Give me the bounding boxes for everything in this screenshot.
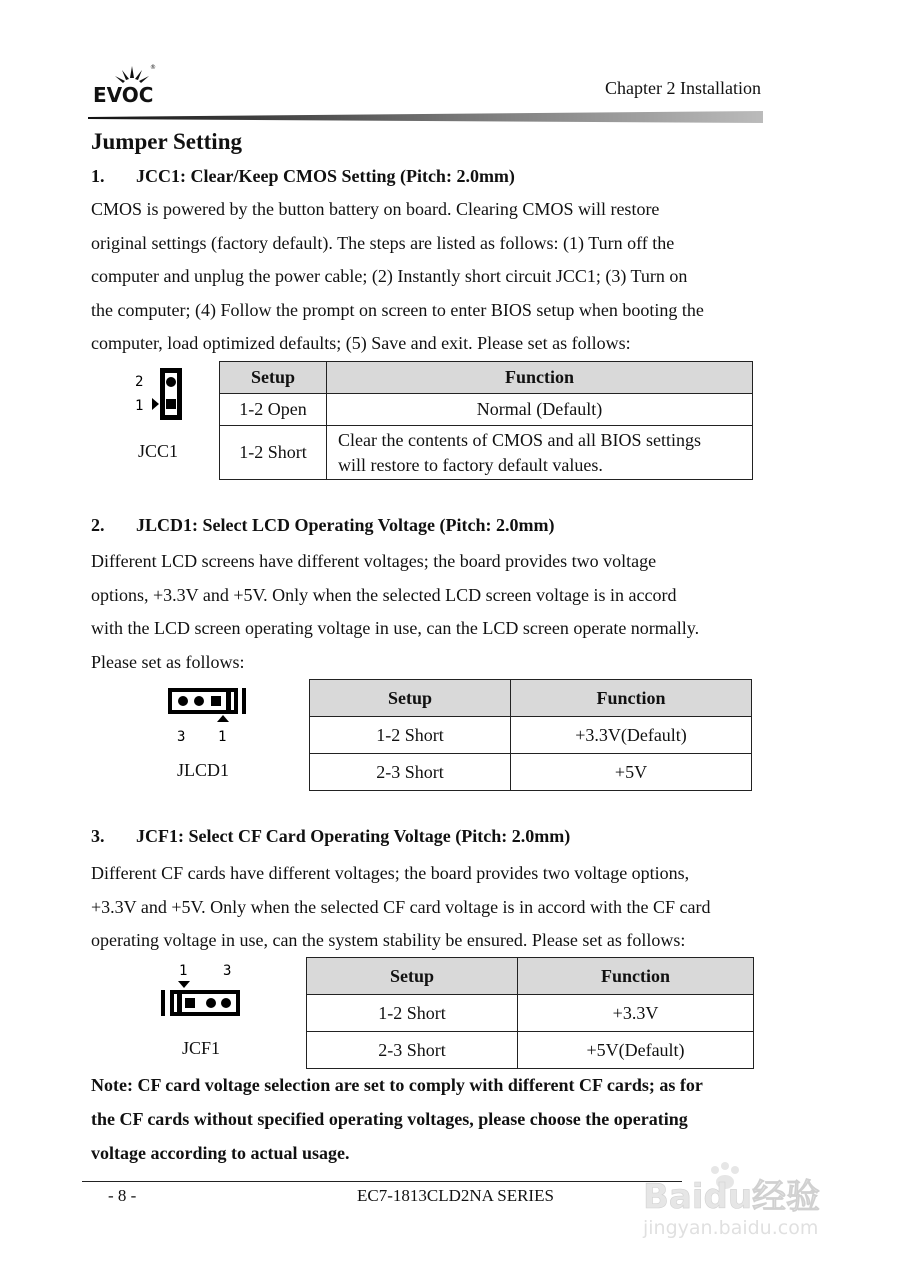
function-cell: +5V: [511, 754, 752, 791]
table-header-function: Function: [511, 680, 752, 717]
function-line: will restore to factory default values.: [338, 454, 603, 475]
table-header-setup: Setup: [307, 958, 518, 995]
jcf1-table: [306, 957, 754, 1069]
jcc1-table: [219, 361, 753, 480]
body-line: computer, load optimized defaults; (5) Save and exit. Please set as follows:: [91, 333, 631, 353]
body-line: CMOS is powered by the button battery on board. Clearing CMOS will restore: [91, 199, 660, 219]
table-row: [310, 717, 752, 754]
function-line: Clear the contents of CMOS and all BIOS settings: [338, 429, 701, 450]
section-3-heading: [91, 826, 570, 847]
evoc-logo: [92, 58, 162, 106]
footer-rule: [82, 1181, 682, 1182]
section-2-heading: [91, 515, 554, 536]
section-2-body: [91, 545, 762, 679]
section-2-title: JLCD1: Select LCD Operating Voltage (Pitch: 2.0mm): [136, 515, 555, 535]
body-line: Different CF cards have different voltages; the board provides two voltage options,: [91, 863, 690, 883]
header-rule: [88, 111, 763, 125]
jlcd1-jumper-diagram: [162, 685, 252, 745]
table-row: [220, 426, 753, 480]
body-line: +3.3V and +5V. Only when the selected CF card voltage is in accord with the CF card: [91, 896, 711, 917]
jcc1-pin-2: 2: [135, 374, 144, 390]
jlcd1-table: [309, 679, 752, 791]
section-3-number: 3.: [91, 826, 105, 846]
setup-cell: 2-3 Short: [307, 1032, 518, 1069]
body-line: Different LCD screens have different voltages; the board provides two voltage: [91, 551, 657, 571]
note-paragraph: [91, 1068, 762, 1170]
section-3-title: JCF1: Select CF Card Operating Voltage (Pitch: 2.0mm): [136, 826, 571, 846]
body-line: original settings (factory default). The steps are listed as follows: (1) Turn off the: [91, 232, 675, 253]
watermark-brand: Baidu经验: [643, 1177, 821, 1217]
function-cell: +5V(Default): [518, 1032, 754, 1069]
table-header-setup: Setup: [310, 680, 511, 717]
section-1-body: [91, 193, 762, 361]
note-line: the CF cards without specified operating voltages, please choose the operating: [91, 1109, 688, 1129]
section-1-title: JCC1: Clear/Keep CMOS Setting (Pitch: 2.0mm): [136, 166, 515, 186]
setup-cell: 1-2 Open: [220, 394, 327, 426]
jcf1-label: JCF1: [182, 1038, 221, 1058]
table-row: [220, 394, 753, 426]
table-header-function: Function: [518, 958, 754, 995]
table-row: [310, 754, 752, 791]
section-1-number: 1.: [91, 166, 105, 186]
jcf1-pin-3: 3: [223, 963, 232, 979]
jlcd1-pin-3: 3: [177, 729, 186, 745]
section-1-heading: [91, 166, 515, 187]
jcc1-jumper-diagram: [130, 364, 190, 428]
table-header-setup: Setup: [220, 362, 327, 394]
body-line: the computer; (4) Follow the prompt on screen to enter BIOS setup when booting the: [91, 299, 704, 320]
page-number: - 8 -: [108, 1186, 137, 1205]
function-cell: +3.3V(Default): [511, 717, 752, 754]
setup-cell: 1-2 Short: [220, 426, 327, 480]
setup-cell: 1-2 Short: [307, 995, 518, 1032]
chapter-heading: Chapter 2 Installation: [605, 78, 761, 98]
evoc-logo-text: EVOC: [93, 83, 154, 106]
setup-cell: 2-3 Short: [310, 754, 511, 791]
section-3-body: [91, 857, 762, 958]
section-title: Jumper Setting: [91, 129, 242, 154]
body-line: operating voltage in use, can the system stability be ensured. Please set as follows:: [91, 930, 686, 950]
jcc1-label: JCC1: [138, 441, 179, 461]
note-line: voltage according to actual usage.: [91, 1143, 350, 1163]
body-line: Please set as follows:: [91, 651, 245, 672]
jcf1-jumper-diagram: [155, 960, 250, 1020]
jcf1-pin-1: 1: [179, 963, 188, 979]
watermark-url: jingyan.baidu.com: [643, 1217, 819, 1239]
body-line: computer and unplug the power cable; (2) Instantly short circuit JCC1; (3) Turn on: [91, 266, 688, 286]
jlcd1-label: JLCD1: [177, 760, 230, 780]
jcc1-pin-1: 1: [135, 398, 144, 414]
setup-cell: 1-2 Short: [310, 717, 511, 754]
note-line: Note: CF card voltage selection are set to comply with different CF cards; as for: [91, 1075, 703, 1095]
baidu-watermark: [635, 1160, 845, 1240]
table-header-function: Function: [327, 362, 753, 394]
footer-series: EC7-1813CLD2NA SERIES: [357, 1186, 554, 1205]
svg-text:®: ®: [150, 64, 156, 71]
function-cell: [327, 426, 753, 480]
body-line: options, +3.3V and +5V. Only when the selected LCD screen voltage is in accord: [91, 584, 677, 605]
function-cell: Normal (Default): [327, 394, 753, 426]
table-row: [307, 1032, 754, 1069]
function-cell: +3.3V: [518, 995, 754, 1032]
section-2-number: 2.: [91, 515, 105, 535]
body-line: with the LCD screen operating voltage in use, can the LCD screen operate normally.: [91, 618, 700, 638]
table-row: [307, 995, 754, 1032]
jlcd1-pin-1: 1: [218, 729, 227, 745]
